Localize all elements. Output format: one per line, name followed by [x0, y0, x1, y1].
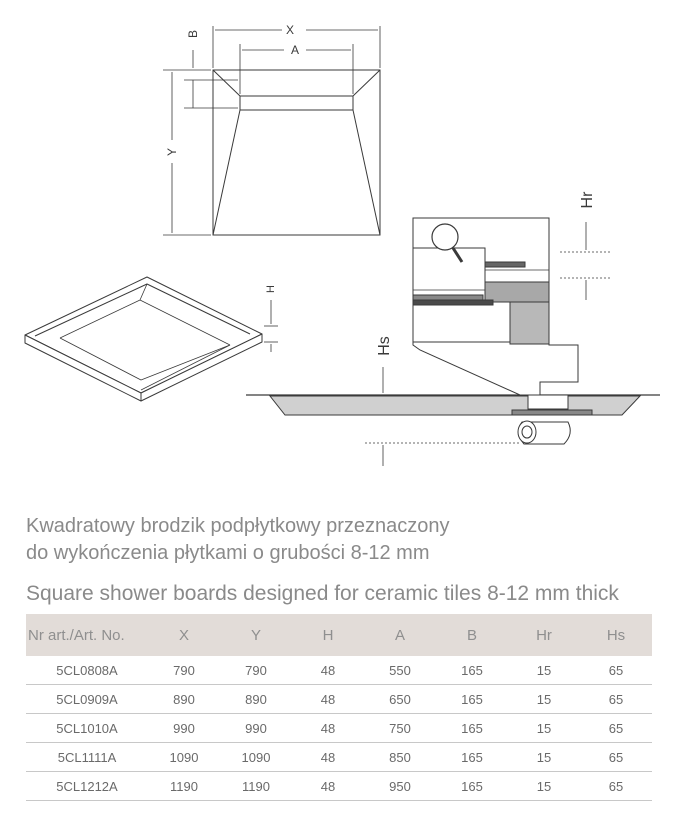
cell-hs: 65	[580, 743, 652, 772]
cell-h: 48	[292, 743, 364, 772]
header-hs: Hs	[580, 614, 652, 656]
header-y: Y	[220, 614, 292, 656]
cell-hr: 15	[508, 656, 580, 685]
cell-hr: 15	[508, 772, 580, 801]
cell-hr: 15	[508, 685, 580, 714]
table-row	[26, 743, 652, 772]
isometric-view-drawing	[25, 277, 278, 401]
cell-hs: 65	[580, 685, 652, 714]
cell-h: 48	[292, 772, 364, 801]
cell-b: 165	[436, 714, 508, 743]
cell-a: 650	[364, 685, 436, 714]
cell-y: 790	[220, 656, 292, 685]
header-x: X	[148, 614, 220, 656]
title-pl-line1: Kwadratowy brodzik podpłytkowy przeznaczony	[26, 515, 450, 537]
dimension-label-x: X	[285, 23, 295, 37]
dimension-label-a: A	[290, 43, 300, 57]
dimension-label-hs: Hs	[376, 336, 393, 356]
cell-art-no: 5CL0808A	[26, 656, 148, 685]
header-b: B	[436, 614, 508, 656]
header-hr: Hr	[508, 614, 580, 656]
cell-h: 48	[292, 656, 364, 685]
header-h: H	[292, 614, 364, 656]
dimension-label-y: Y	[165, 147, 179, 157]
dimension-label-hr: Hr	[579, 191, 596, 209]
cell-art-no: 5CL1212A	[26, 772, 148, 801]
cell-x: 990	[148, 714, 220, 743]
cell-a: 750	[364, 714, 436, 743]
cell-h: 48	[292, 714, 364, 743]
dimension-label-b: B	[186, 29, 200, 39]
cell-art-no: 5CL1010A	[26, 714, 148, 743]
dimension-label-h: H	[265, 285, 277, 293]
specification-table	[26, 614, 652, 801]
cell-hs: 65	[580, 772, 652, 801]
table-row	[26, 714, 652, 743]
cell-a: 550	[364, 656, 436, 685]
cell-b: 165	[436, 656, 508, 685]
table-header-row	[26, 614, 652, 656]
cell-hr: 15	[508, 714, 580, 743]
cell-y: 990	[220, 714, 292, 743]
table-row	[26, 685, 652, 714]
cell-hr: 15	[508, 743, 580, 772]
cell-y: 1190	[220, 772, 292, 801]
cell-y: 1090	[220, 743, 292, 772]
cell-hs: 65	[580, 656, 652, 685]
cell-hs: 65	[580, 714, 652, 743]
cell-x: 1190	[148, 772, 220, 801]
product-title-english: Square shower boards designed for ceramic tiles 8-12 mm thick	[26, 582, 619, 605]
title-pl-line2: do wykończenia płytkami o grubości 8-12 mm	[26, 542, 430, 564]
header-art-no: Nr art./Art. No.	[26, 614, 148, 656]
cell-x: 890	[148, 685, 220, 714]
drain-section-drawing	[246, 218, 660, 466]
header-a: A	[364, 614, 436, 656]
cell-a: 950	[364, 772, 436, 801]
table-row	[26, 772, 652, 801]
cell-h: 48	[292, 685, 364, 714]
cell-x: 1090	[148, 743, 220, 772]
cell-art-no: 5CL1111A	[26, 743, 148, 772]
cell-art-no: 5CL0909A	[26, 685, 148, 714]
cell-b: 165	[436, 743, 508, 772]
cell-a: 850	[364, 743, 436, 772]
cell-b: 165	[436, 685, 508, 714]
cell-b: 165	[436, 772, 508, 801]
cell-x: 790	[148, 656, 220, 685]
product-title-polish	[26, 513, 450, 567]
cell-y: 890	[220, 685, 292, 714]
top-view-drawing	[163, 26, 380, 235]
table-row	[26, 656, 652, 685]
